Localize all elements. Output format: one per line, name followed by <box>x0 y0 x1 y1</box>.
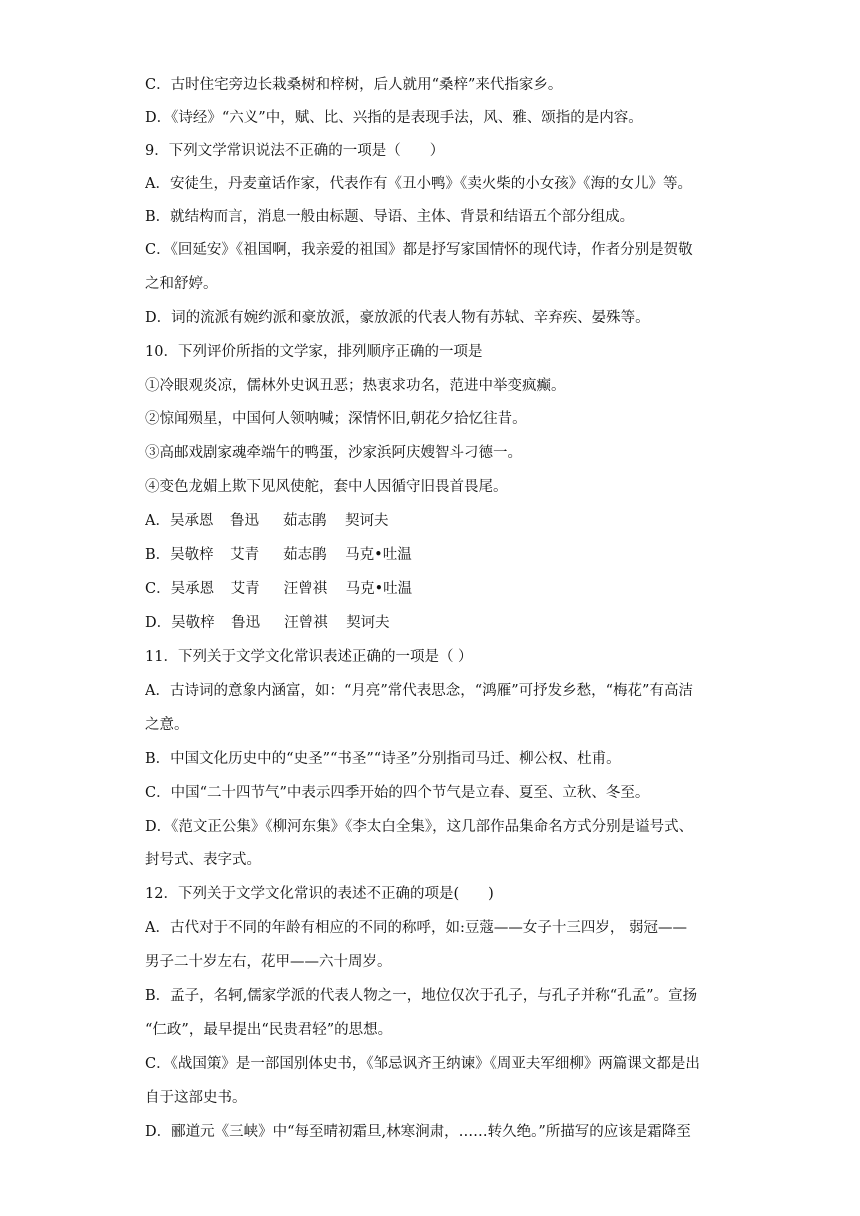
question-11-stem: 11．下列关于文学文化常识表述正确的一项是（ ） <box>145 649 473 665</box>
option-item: 汪曾祺 <box>283 581 328 597</box>
option-item: 鲁迅 <box>231 615 261 631</box>
option-item: 契诃夫 <box>344 513 389 529</box>
q11-option-a: A．古诗词的意象内涵富，如：“月亮”常代表思念，“鸿雁”可抒发乡愁，“梅花”有高洁 <box>145 683 693 699</box>
question-9-stem <box>145 141 845 161</box>
option-item: 汪曾祺 <box>284 615 328 631</box>
option-item: 茹志鹃 <box>283 547 327 563</box>
option-label: B． <box>145 547 171 563</box>
q12-option-d: D．郦道元《三峡》中“每至晴初霜旦,林寒涧肃，……转久绝。”所描写的应该是霜降至 <box>145 1124 691 1140</box>
option-item: 吴承恩 <box>170 581 215 597</box>
question-9-suffix: 的一项是（ ） <box>328 143 445 159</box>
q10-option-d <box>145 613 845 633</box>
option-item: 契诃夫 <box>346 615 390 631</box>
question-9-prefix: 9．下列文学常识说法 <box>145 143 285 159</box>
option-label: D． <box>145 615 172 631</box>
q12-option-a-cont: 男子二十岁左右，花甲——六十周岁。 <box>145 954 392 970</box>
q11-option-b: B．中国文化历史中的“史圣”“书圣”“诗圣”分别指司马迁、柳公权、杜甫。 <box>145 751 621 767</box>
option-label: A． <box>145 513 170 529</box>
q10-clue-2: ②惊闻殒星，中国何人领呐喊；深情怀旧,朝花夕拾忆往昔。 <box>145 411 527 427</box>
q10-option-b <box>145 545 845 565</box>
q12-option-c-cont: 自于这部史书。 <box>145 1090 247 1106</box>
option-item: 茹志鹃 <box>282 513 327 529</box>
emphasis-char-1: 不 <box>284 143 300 159</box>
q12-option-b-cont: “仁政”，最早提出“民贵君轻”的思想。 <box>145 1022 393 1038</box>
q11-option-c: C．中国“二十四节气”中表示四季开始的四个节气是立春、夏至、立秋、冬至。 <box>145 785 650 801</box>
q9-option-b: B．就结构而言，消息一般由标题、导语、主体、背景和结语五个部分组成。 <box>145 209 635 225</box>
q12-option-c: C．《战国策》是一部国别体史书，《邹忌讽齐王纳谏》《周亚夫军细柳》两篇课文都是出 <box>145 1056 700 1072</box>
q9-option-c-cont: 之和舒婷。 <box>145 276 218 292</box>
q11-option-a-cont: 之意。 <box>145 717 189 733</box>
option-item: 艾青 <box>230 547 260 563</box>
option-item: 马克•吐温 <box>345 547 412 563</box>
q10-clue-4: ④变色龙媚上欺下见风使舵，套中人因循守旧畏首畏尾。 <box>145 479 508 495</box>
q10-clue-3: ③高邮戏剧家魂牵端午的鸭蛋，沙家浜阿庆嫂智斗刁德一。 <box>145 445 522 461</box>
emphasis-char-2: 正 <box>299 143 314 159</box>
option-label: C． <box>145 581 171 597</box>
q12-option-b: B．孟子，名轲,儒家学派的代表人物之一，地位仅次于孔子，与孔子并称“孔孟”。宣扬 <box>145 988 698 1004</box>
option-item: 吴敬梓 <box>171 615 215 631</box>
question-10-stem: 10．下列评价所指的文学家，排列顺序正确的一项是 <box>145 344 483 360</box>
q8-option-d: D．《诗经》“六义”中，赋、比、兴指的是表现手法，风、雅、颂指的是内容。 <box>145 110 643 126</box>
option-item: 鲁迅 <box>229 513 259 529</box>
q10-clue-1: ①冷眼观炎凉，儒林外史讽丑恶；热衷求功名，范进中举变疯癫。 <box>145 378 566 394</box>
option-item: 艾青 <box>230 581 260 597</box>
q9-option-c: C．《回延安》《祖国啊，我亲爱的祖国》都是抒写家国情怀的现代诗，作者分别是贺敬 <box>145 242 693 258</box>
emphasis-char-3: 确 <box>313 143 329 159</box>
option-item: 吴敬梓 <box>170 547 214 563</box>
q10-option-c <box>145 579 845 599</box>
question-12-stem: 12．下列关于文学文化常识的表述不正确的项是( ) <box>145 886 494 902</box>
option-item: 马克•吐温 <box>345 581 413 597</box>
q8-option-c: C．古时住宅旁边长栽桑树和梓树，后人就用“桑梓”来代指家乡。 <box>145 77 563 93</box>
q11-option-d-cont: 封号式、表字式。 <box>145 852 261 868</box>
q10-option-a <box>145 511 845 531</box>
q12-option-a: A．古代对于不同的年龄有相应的不同的称呼，如:豆蔻——女子十三四岁， 弱冠—— <box>145 920 687 936</box>
q11-option-d: D．《范文正公集》《柳河东集》《李太白全集》，这几部作品集命名方式分别是谥号式、 <box>145 819 694 835</box>
q9-option-d: D．词的流派有婉约派和豪放派，豪放派的代表人物有苏轼、辛弃疾、晏殊等。 <box>145 310 650 326</box>
option-item: 吴承恩 <box>169 513 214 529</box>
q9-option-a: A．安徒生，丹麦童话作家，代表作有《丑小鸭》《卖火柴的小女孩》《海的女儿》等。 <box>145 176 692 192</box>
